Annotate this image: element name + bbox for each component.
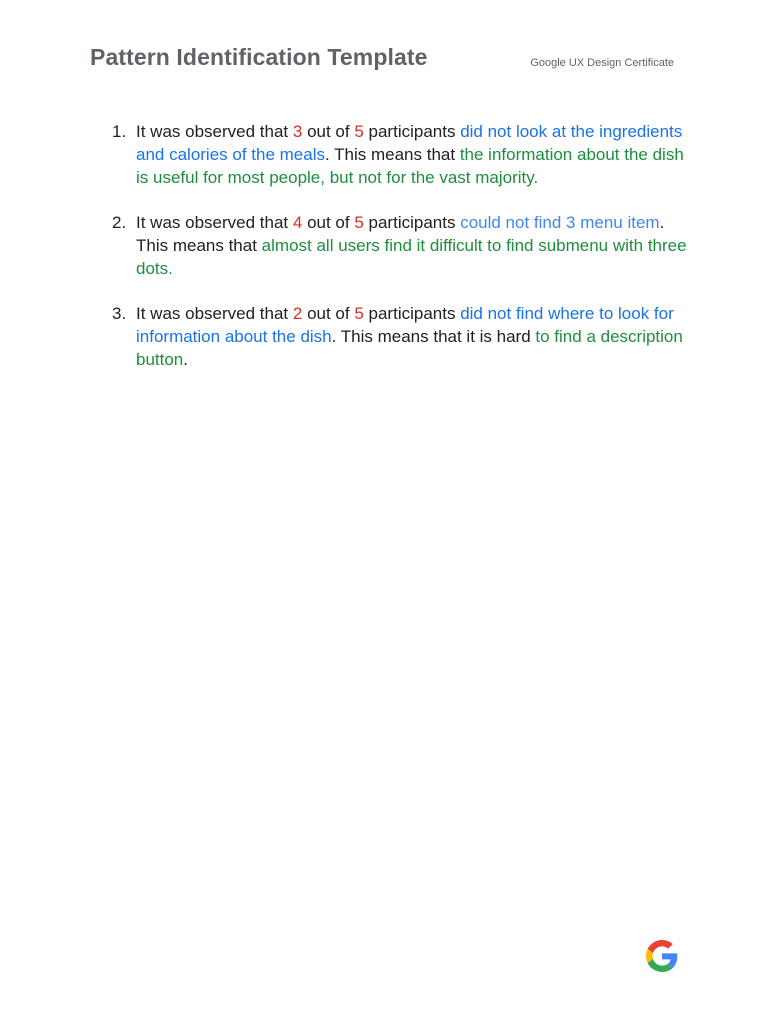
finding-mid: out of [302,304,355,323]
finding-means: . This means that [325,145,460,164]
page-header [90,44,680,84]
finding-participants: participants [363,122,461,141]
finding-mid: out of [302,122,355,141]
findings-list [110,120,690,393]
finding-number: 2. [112,213,127,232]
finding-item [110,120,690,189]
finding-means: . This means that it is hard [331,327,536,346]
finding-number: 1. [112,122,127,141]
finding-behavior: could not find 3 menu item [460,213,660,232]
finding-means: . This means that [136,213,665,255]
finding-participants: participants [363,213,461,232]
google-g-icon [646,940,678,972]
finding-insight: to find a description button [136,327,683,369]
finding-prefix: It was observed that [136,122,293,141]
finding-prefix: It was observed that [136,304,293,323]
page-subtitle: Google UX Design Certificate [530,57,674,69]
finding-prefix: It was observed that [136,213,293,232]
page-title: Pattern Identification Template [90,44,428,70]
finding-behavior: did not find where to look for information about the dish [136,304,674,346]
finding-total: 5 [354,122,364,141]
finding-end: . [183,350,188,369]
finding-insight: almost all users find it difficult to find submenu with three dots. [136,236,687,278]
finding-item [110,211,690,280]
finding-total: 5 [354,213,364,232]
finding-count: 2 [292,304,303,323]
finding-insight: the information about the dish is useful for most people, but not for the vast majority. [136,145,684,187]
finding-number: 3. [112,304,127,323]
finding-item [110,302,690,371]
finding-behavior: did not look at the ingredients and calories of the meals [136,122,683,164]
finding-participants: participants [363,304,461,323]
finding-mid: out of [302,213,355,232]
finding-count: 4 [292,213,303,232]
finding-total: 5 [354,304,364,323]
finding-count: 3 [292,122,303,141]
